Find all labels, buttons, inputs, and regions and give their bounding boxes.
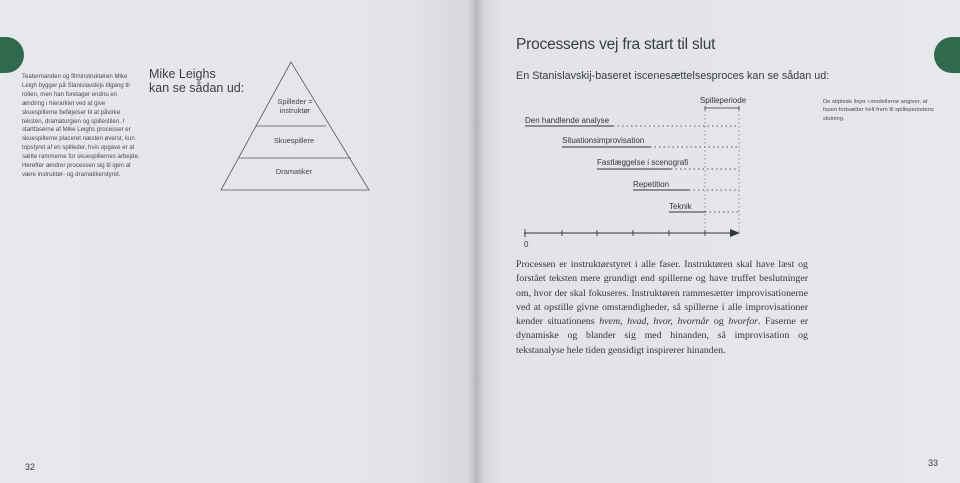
page-title: Processens vej fra start til slut: [516, 36, 716, 53]
hierarchy-pyramid-diagram: [216, 58, 376, 198]
phase-label-3: Fastlæggelse i scenografi: [597, 158, 689, 167]
page-subtitle: En Stanislavskij-baseret iscenesættelsesproces kan se sådan ud:: [516, 70, 830, 82]
pyramid-label-top-line2: instruktør: [279, 106, 311, 115]
chapter-tab-marker-left: [0, 37, 24, 73]
left-sidebar-text: Teatermanden og filminstruktøren Mike Leigh bygger på Stanislavskijs tilgang til rollen, men han foretager endnu en ændring i hierarkiet ved at give skuespillerne beføjelser til at påvirke teksten, dramaturgien og spillestilen. I startfaserne af Mike Leighs processer er skuespillerne placeret næsten øverst, kun topstyret af en spilleder, hvis opgave er at sætte rammerne for skuespillernes arbejde. Herefter ændrer processen sig til igen at være instruktør- og dramatikerstyret.: [22, 73, 140, 178]
book-spine-shadow: [468, 0, 484, 483]
pyramid-label-bottom: Dramatiker: [275, 167, 313, 176]
timeline-axis-start-label: 0: [524, 240, 529, 249]
body-text-part-2: og: [709, 316, 729, 328]
body-text-italic-1: hvem, hvad, hvor, hvornår: [599, 316, 710, 328]
page-number-right: 33: [928, 458, 939, 468]
phase-label-4: Repetition: [633, 180, 670, 189]
timeline-period-label: Spilleperiode: [699, 96, 747, 105]
margin-note: De stiplede linjer i modellerne angiver, at fasen fortsætter helt frem til spilleperiodens slutning.: [823, 99, 934, 122]
pyramid-label-middle: Skuespillere: [273, 136, 315, 145]
page-number-left: 32: [25, 462, 36, 472]
pyramid-heading-line2: kan se sådan ud:: [149, 80, 245, 95]
phase-label-1: Den handlende analyse: [525, 116, 610, 125]
phase-label-5: Teknik: [669, 202, 692, 211]
pyramid-heading-line1: Mike Leighs: [149, 67, 216, 81]
body-text-part-3: . Faserne er dynamiske og blander sig med hinanden, så improvisation og tekstanalyse hele tiden gensidigt inspirerer hinanden.: [516, 316, 809, 356]
pyramid-label-top-line1: Spilleder =: [277, 97, 313, 106]
left-page: [0, 0, 475, 483]
process-timeline-diagram: [518, 90, 758, 260]
body-text-italic-2: hvorfor: [728, 316, 758, 328]
phase-label-2: Situationsimprovisation: [562, 136, 645, 145]
timeline-axis-arrowhead: [730, 229, 740, 237]
body-text-part-1: Processen er instruktørstyret i alle faser. Instruktøren skal have læst og forstået teksten mere grundigt end spillerne og have truffet beslutninger om, hvor der skal fokuseres. Instruktøren rammesætter improvisationerne ved at opstille givne omstændigheder, så spillerne i alle improvisationer kender situationens: [516, 259, 808, 328]
body-paragraph: [516, 258, 808, 358]
